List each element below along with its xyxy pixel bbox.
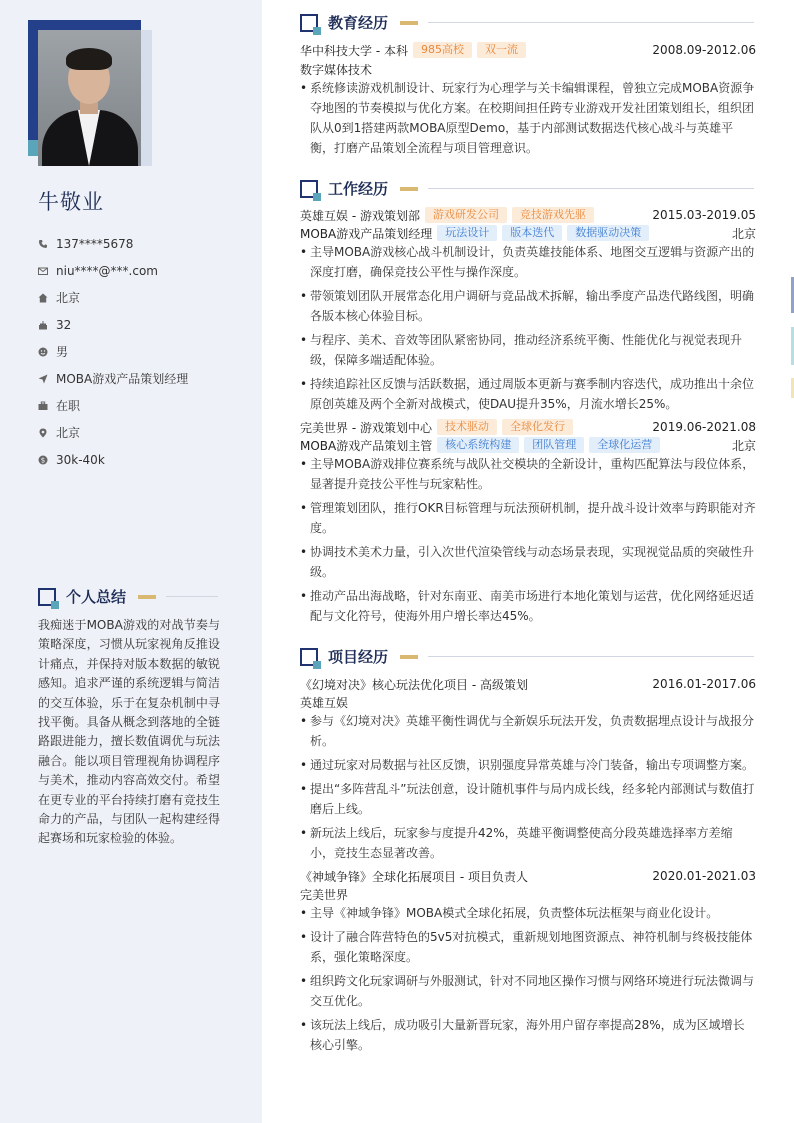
list-item: • 参与《幻境对决》英雄平衡性调优与全新娱乐玩法开发，负责数据埋点设计与战报分析。 bbox=[300, 711, 756, 751]
info-email: niu****@***.com bbox=[38, 257, 188, 284]
project-date: 2020.01-2021.03 bbox=[652, 869, 756, 883]
section-marker-icon bbox=[300, 648, 318, 666]
section-marker-icon bbox=[300, 14, 318, 32]
company-tag: 技术驱动 bbox=[437, 419, 497, 435]
profile-photo bbox=[38, 30, 141, 166]
send-icon bbox=[38, 374, 48, 384]
projects-title: 项目经历 bbox=[328, 648, 389, 666]
summary-title: 个人总结 bbox=[66, 588, 127, 606]
briefcase-icon bbox=[38, 401, 48, 411]
list-item: • 管理策划团队，推行OKR目标管理与玩法预研机制，提升战斗设计效率与跨职能对齐度。 bbox=[300, 498, 756, 538]
role-tag: 全球化运营 bbox=[589, 437, 660, 453]
list-item: • 提出“多阵营乱斗”玩法创意，设计随机事件与局内成长线，经多轮内部测试与数值打磨后上线。 bbox=[300, 779, 756, 819]
education-bullets bbox=[300, 78, 756, 162]
info-residence: 北京 bbox=[38, 284, 188, 311]
info-phone: 137****5678 bbox=[38, 230, 188, 257]
list-item: • 新玩法上线后，玩家参与度提升42%，英雄平衡调整使高分段英雄选择率方差缩小，竞技生态显著改善。 bbox=[300, 823, 756, 863]
project-entry-1 bbox=[300, 675, 756, 693]
education-tag: 双一流 bbox=[477, 42, 526, 58]
project-date: 2016.01-2017.06 bbox=[652, 677, 756, 691]
projects-section-header bbox=[300, 646, 754, 667]
list-item: • 系统修读游戏机制设计、玩家行为心理学与关卡编辑课程，曾独立完成MOBA资源争夺地图的节奏模拟与优化方案。在校期间担任跨专业游戏开发社团策划组长，组织团队从0到1搭建两款MOBA原型Demo，基于内部测试数据迭代核心战斗与英雄平衡，打磨产品策划全流程与项目管理意识。 bbox=[300, 78, 756, 158]
home-icon bbox=[38, 293, 48, 303]
info-job-target: MOBA游戏产品策划经理 bbox=[38, 365, 188, 392]
work-section-header bbox=[300, 178, 754, 199]
project-org: 英雄互娱 bbox=[300, 696, 349, 710]
list-item: • 组织跨文化玩家调研与外服测试，针对不同地区操作习惯与网络环境进行玩法微调与交互优化。 bbox=[300, 971, 756, 1011]
work-title: 工作经历 bbox=[328, 180, 389, 198]
role-tag: 团队管理 bbox=[524, 437, 584, 453]
location-icon bbox=[38, 428, 48, 438]
education-entry bbox=[300, 41, 756, 59]
mail-icon bbox=[38, 266, 48, 276]
list-item: • 该玩法上线后，成功吸引大量新晋玩家，海外用户留存率提高28%，成为区域增长核心引擎。 bbox=[300, 1015, 756, 1055]
list-item: • 与程序、美术、音效等团队紧密协同，推动经济系统平衡、性能优化与视觉表现升级，保障多端适配体验。 bbox=[300, 330, 756, 370]
section-marker-icon bbox=[38, 588, 56, 606]
role-tag: 数据驱动决策 bbox=[567, 225, 649, 241]
gender-icon bbox=[38, 347, 48, 357]
role-tag: 核心系统构建 bbox=[437, 437, 519, 453]
education-title: 教育经历 bbox=[328, 14, 389, 32]
list-item: • 持续追踪社区反馈与活跃数据，通过周版本更新与赛季制内容迭代，成功推出十余位原创英雄及两个全新对战模式，使DAU提升35%，月流水增长25%。 bbox=[300, 374, 756, 414]
info-age: 32 bbox=[38, 311, 188, 338]
summary-section-header bbox=[38, 586, 218, 607]
list-item: • 设计了融合阵营特色的5v5对抗模式，重新规划地图资源点、神符机制与终极技能体系，强化策略深度。 bbox=[300, 927, 756, 967]
candidate-name: 牛敬业 bbox=[38, 190, 104, 214]
list-item: • 推动产品出海战略，针对东南亚、南美市场进行本地化策划与运营，优化网络延迟适配与文化符号，使海外用户增长率达45%。 bbox=[300, 586, 756, 626]
role-tag: 版本迭代 bbox=[502, 225, 562, 241]
project-org: 完美世界 bbox=[300, 888, 349, 902]
sidebar bbox=[0, 0, 262, 1123]
company-name: 英雄互娱 - 游戏策划部 bbox=[300, 208, 420, 223]
company-name: 完美世界 - 游戏策划中心 bbox=[300, 420, 432, 435]
education-tag: 985高校 bbox=[413, 42, 472, 58]
company-tag: 全球化发行 bbox=[502, 419, 573, 435]
job-city: 北京 bbox=[731, 438, 756, 453]
info-status: 在职 bbox=[38, 392, 188, 419]
education-major: 数字媒体技术 bbox=[300, 63, 373, 77]
list-item: • 主导MOBA游戏排位赛系统与战队社交模块的全新设计，重构匹配算法与段位体系，显著提升竞技公平性与玩家粘性。 bbox=[300, 454, 756, 494]
contact-info-list bbox=[38, 230, 188, 473]
summary-text: 我痴迷于MOBA游戏的对战节奏与策略深度，习惯从玩家视角反推设计痛点，并保持对版本数据的敏锐感知。追求严谨的系统逻辑与简洁的交互体验，乐于在复杂机制中寻找平衡。具备从概念到落地的全链路跟进能力，擅长数值调优与玩法融合。能以项目管理视角协调程序与美术，推动内容高效交付。希望在更专业的平台持续打磨有竞技生命力的产品，与团队一起构建经得起赛场和玩家检验的体验。 bbox=[38, 618, 220, 846]
info-city: 北京 bbox=[38, 419, 188, 446]
list-item: • 协调技术美术力量，引入次世代渲染管线与动态场景表现，实现视觉品质的突破性升级。 bbox=[300, 542, 756, 582]
project-bullets-2 bbox=[300, 903, 756, 1059]
list-item: • 主导《神域争锋》MOBA模式全球化拓展，负责整体玩法框架与商业化设计。 bbox=[300, 903, 756, 923]
job-role-row-2 bbox=[300, 436, 756, 454]
section-marker-icon bbox=[300, 180, 318, 198]
job-entry-1 bbox=[300, 206, 756, 224]
job-entry-2 bbox=[300, 418, 756, 436]
project-entry-2 bbox=[300, 867, 756, 885]
job-date: 2015.03-2019.05 bbox=[652, 208, 756, 222]
role-tag: 玩法设计 bbox=[437, 225, 497, 241]
job-city: 北京 bbox=[731, 226, 756, 241]
svg-text:$: $ bbox=[40, 456, 46, 465]
job-role: MOBA游戏产品策划经理 bbox=[300, 226, 433, 241]
project-name: 《幻境对决》核心玩法优化项目 - 高级策划 bbox=[300, 677, 528, 692]
company-tag: 竞技游戏先驱 bbox=[512, 207, 594, 223]
info-gender: 男 bbox=[38, 338, 188, 365]
job-date: 2019.06-2021.08 bbox=[652, 420, 756, 434]
salary-icon bbox=[38, 455, 48, 465]
project-bullets-1 bbox=[300, 711, 756, 867]
project-name: 《神域争锋》全球化拓展项目 - 项目负责人 bbox=[300, 869, 528, 884]
phone-icon bbox=[38, 239, 48, 249]
education-date: 2008.09-2012.06 bbox=[652, 43, 756, 57]
list-item: • 带领策划团队开展常态化用户调研与竞品战术拆解，输出季度产品迭代路线图，明确各版本核心体验目标。 bbox=[300, 286, 756, 326]
company-tag: 游戏研发公司 bbox=[425, 207, 507, 223]
info-salary: $ 30k-40k bbox=[38, 446, 188, 473]
list-item: • 通过玩家对局数据与社区反馈，识别强度异常英雄与冷门装备，输出专项调整方案。 bbox=[300, 755, 756, 775]
job-role-row-1 bbox=[300, 224, 756, 242]
school-name: 华中科技大学 - 本科 bbox=[300, 43, 408, 58]
job-role: MOBA游戏产品策划主管 bbox=[300, 438, 433, 453]
education-section-header bbox=[300, 12, 754, 33]
avatar bbox=[28, 20, 152, 166]
list-item: • 主导MOBA游戏核心战斗机制设计，负责英雄技能体系、地图交互逻辑与资源产出的深度打磨，确保竞技公平性与操作深度。 bbox=[300, 242, 756, 282]
job-bullets-2 bbox=[300, 454, 756, 630]
cake-icon bbox=[38, 320, 48, 330]
job-bullets-1 bbox=[300, 242, 756, 418]
